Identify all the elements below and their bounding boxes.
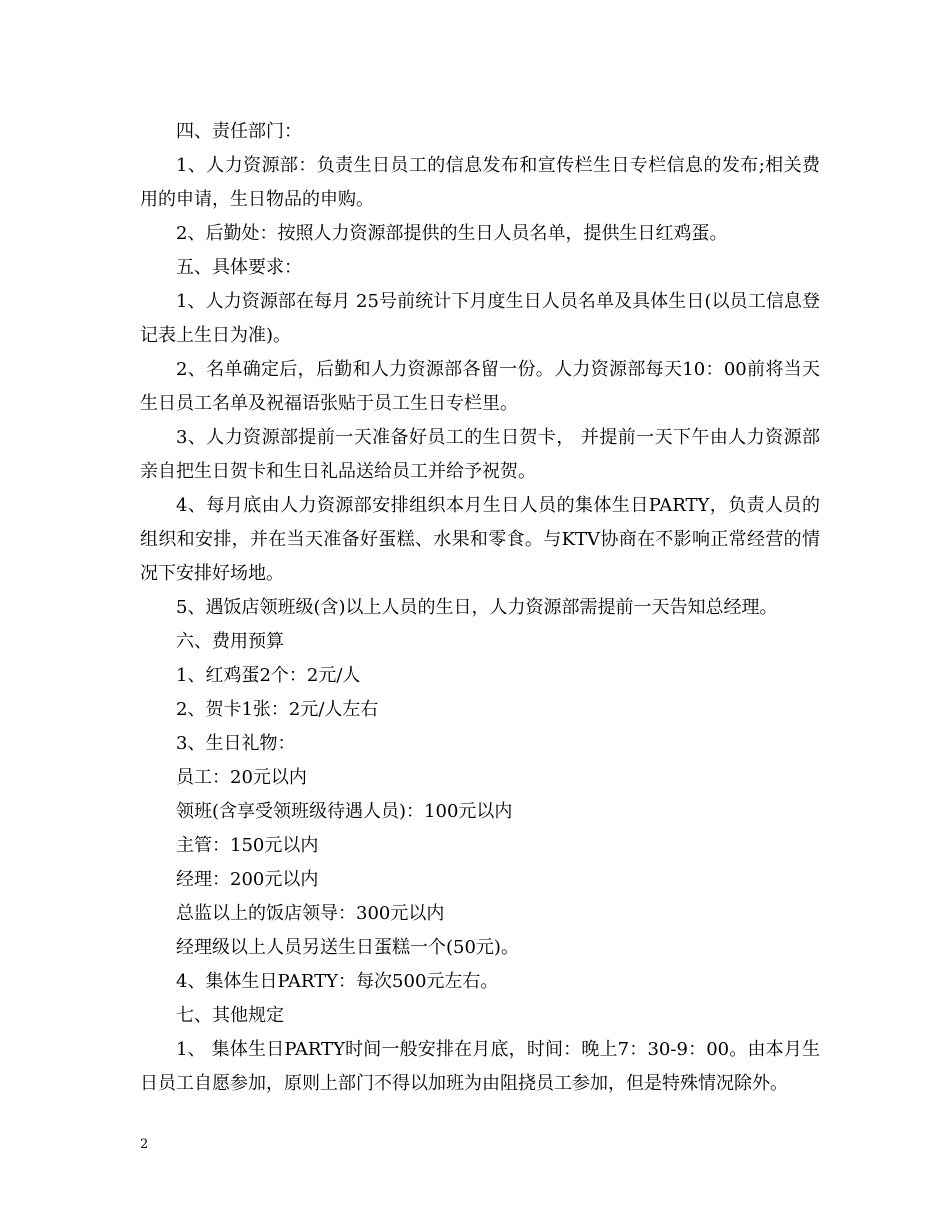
budget-item-gifts: 3、生日礼物： [176,733,296,754]
paragraph-requirement-1: 1、人力资源部在每月 25号前统计下月度生日人员名单及具体生日(以员工信息登记表上生日为准)。 [140,291,820,346]
budget-item-eggs: 1、红鸡蛋2个：2元/人 [176,665,361,686]
paragraph-requirement-2: 2、名单确定后，后勤和人力资源部各留一份。人力资源部每天10：00前将当天生日员工名单及祝福语张贴于员工生日专栏里。 [140,359,820,414]
document-body [140,115,820,1101]
paragraph-requirement-5: 5、遇饭店领班级(含)以上人员的生日，人力资源部需提前一天告知总经理。 [176,597,778,618]
budget-gift-team-leader: 领班(含享受领班级待遇人员)：100元以内 [176,801,513,822]
budget-item-party: 4、集体生日PARTY：每次500元左右。 [176,971,499,992]
paragraph-hr-department: 1、人力资源部：负责生日员工的信息发布和宣传栏生日专栏信息的发布;相关费用的申请，生日物品的申购。 [140,155,820,210]
section-heading-responsible-departments: 四、责任部门： [176,121,302,142]
budget-gift-staff: 员工：20元以内 [176,767,307,788]
budget-item-cards: 2、贺卡1张：2元/人左右 [176,699,379,720]
section-heading-requirements: 五、具体要求： [176,257,302,278]
budget-gift-manager: 经理：200元以内 [176,869,319,890]
section-heading-other-rules: 七、其他规定 [176,1005,284,1026]
section-heading-budget: 六、费用预算 [176,631,284,652]
budget-gift-supervisor: 主管：150元以内 [176,835,319,856]
paragraph-rule-1: 1、 集体生日PARTY时间一般安排在月底，时间：晚上7：30-9：00。由本月生日员工自愿参加，原则上部门不得以加班为由阻挠员工参加，但是特殊情况除外。 [140,1039,820,1094]
paragraph-logistics: 2、后勤处：按照人力资源部提供的生日人员名单，提供生日红鸡蛋。 [176,223,728,244]
paragraph-requirement-4: 4、每月底由人力资源部安排组织本月生日人员的集体生日PARTY，负责人员的组织和安排，并在当天准备好蛋糕、水果和零食。与KTV协商在不影响正常经营的情况下安排好场地。 [140,495,820,584]
budget-cake-note: 经理级以上人员另送生日蛋糕一个(50元)。 [176,937,519,958]
budget-gift-director: 总监以上的饭店领导：300元以内 [176,903,445,924]
paragraph-requirement-3: 3、人力资源部提前一天准备好员工的生日贺卡， 并提前一天下午由人力资源部亲自把生日贺卡和生日礼品送给员工并给予祝贺。 [140,427,820,482]
page-number: 2 [140,1137,149,1152]
